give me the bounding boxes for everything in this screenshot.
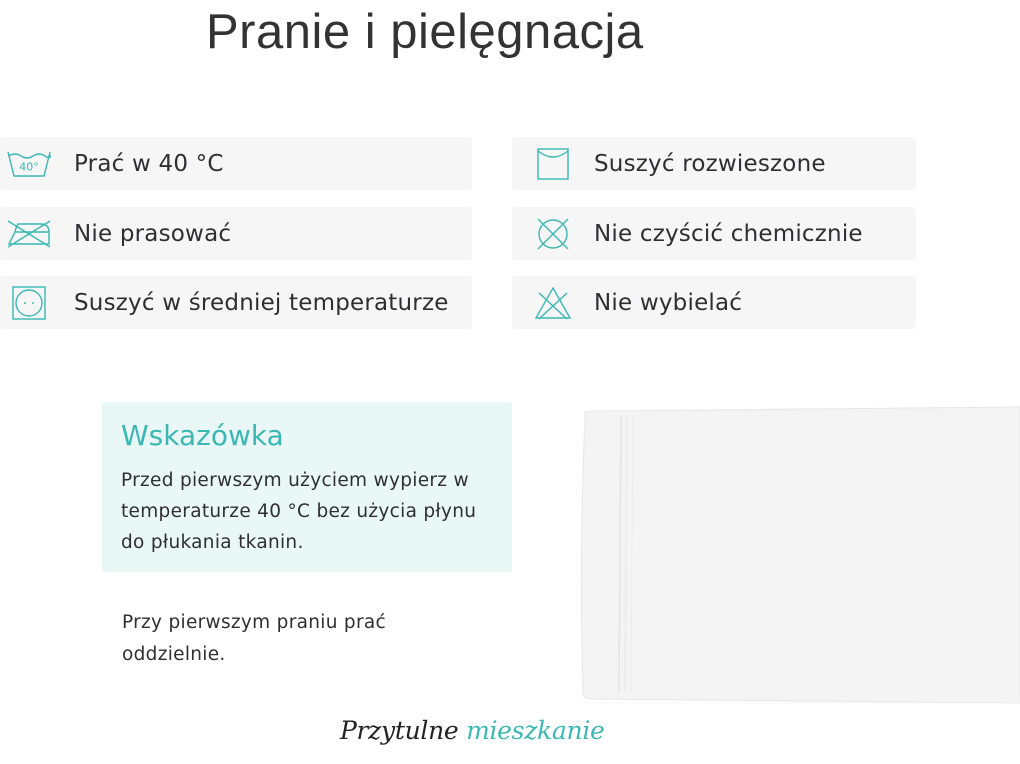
brand-logo [340, 716, 605, 745]
care-label-no-bleach: Nie wybielać [594, 289, 743, 316]
no-dry-clean-icon [524, 207, 582, 260]
towel-image [577, 405, 1020, 705]
first-wash-note: Przy pierwszym praniu prać oddzielnie. [122, 612, 386, 665]
care-item-wash-40 [0, 137, 472, 190]
brand-logo-part1: Przytulne [340, 716, 459, 745]
page-title: Pranie i pielęgnacja [206, 5, 644, 59]
care-item-no-dry-clean [512, 207, 916, 260]
tip-box [102, 402, 512, 572]
wash-temperature-text: 40° [19, 160, 39, 173]
no-iron-icon [0, 207, 58, 260]
tumble-dry-medium-icon [0, 276, 58, 329]
care-item-no-iron [0, 207, 472, 260]
wash-40-icon [0, 137, 58, 190]
care-item-no-bleach [512, 276, 916, 329]
no-bleach-icon [524, 276, 582, 329]
tip-text: Przed pierwszym użyciem wypierz w temperaturze 40 °C bez użycia płynu do płukania tkanin. [121, 470, 477, 553]
line-dry-icon [524, 137, 582, 190]
care-label-no-dry-clean: Nie czyścić chemicznie [594, 220, 863, 247]
care-label-wash-40: Prać w 40 °C [74, 150, 224, 177]
care-label-tumble-dry-medium: Suszyć w średniej temperaturze [74, 289, 449, 316]
tip-title: Wskazówka [121, 419, 284, 452]
care-label-line-dry: Suszyć rozwieszone [594, 150, 826, 177]
care-item-tumble-dry-medium [0, 276, 472, 329]
care-label-no-iron: Nie prasować [74, 220, 232, 247]
brand-logo-part2: mieszkanie [466, 716, 605, 745]
care-item-line-dry [512, 137, 916, 190]
